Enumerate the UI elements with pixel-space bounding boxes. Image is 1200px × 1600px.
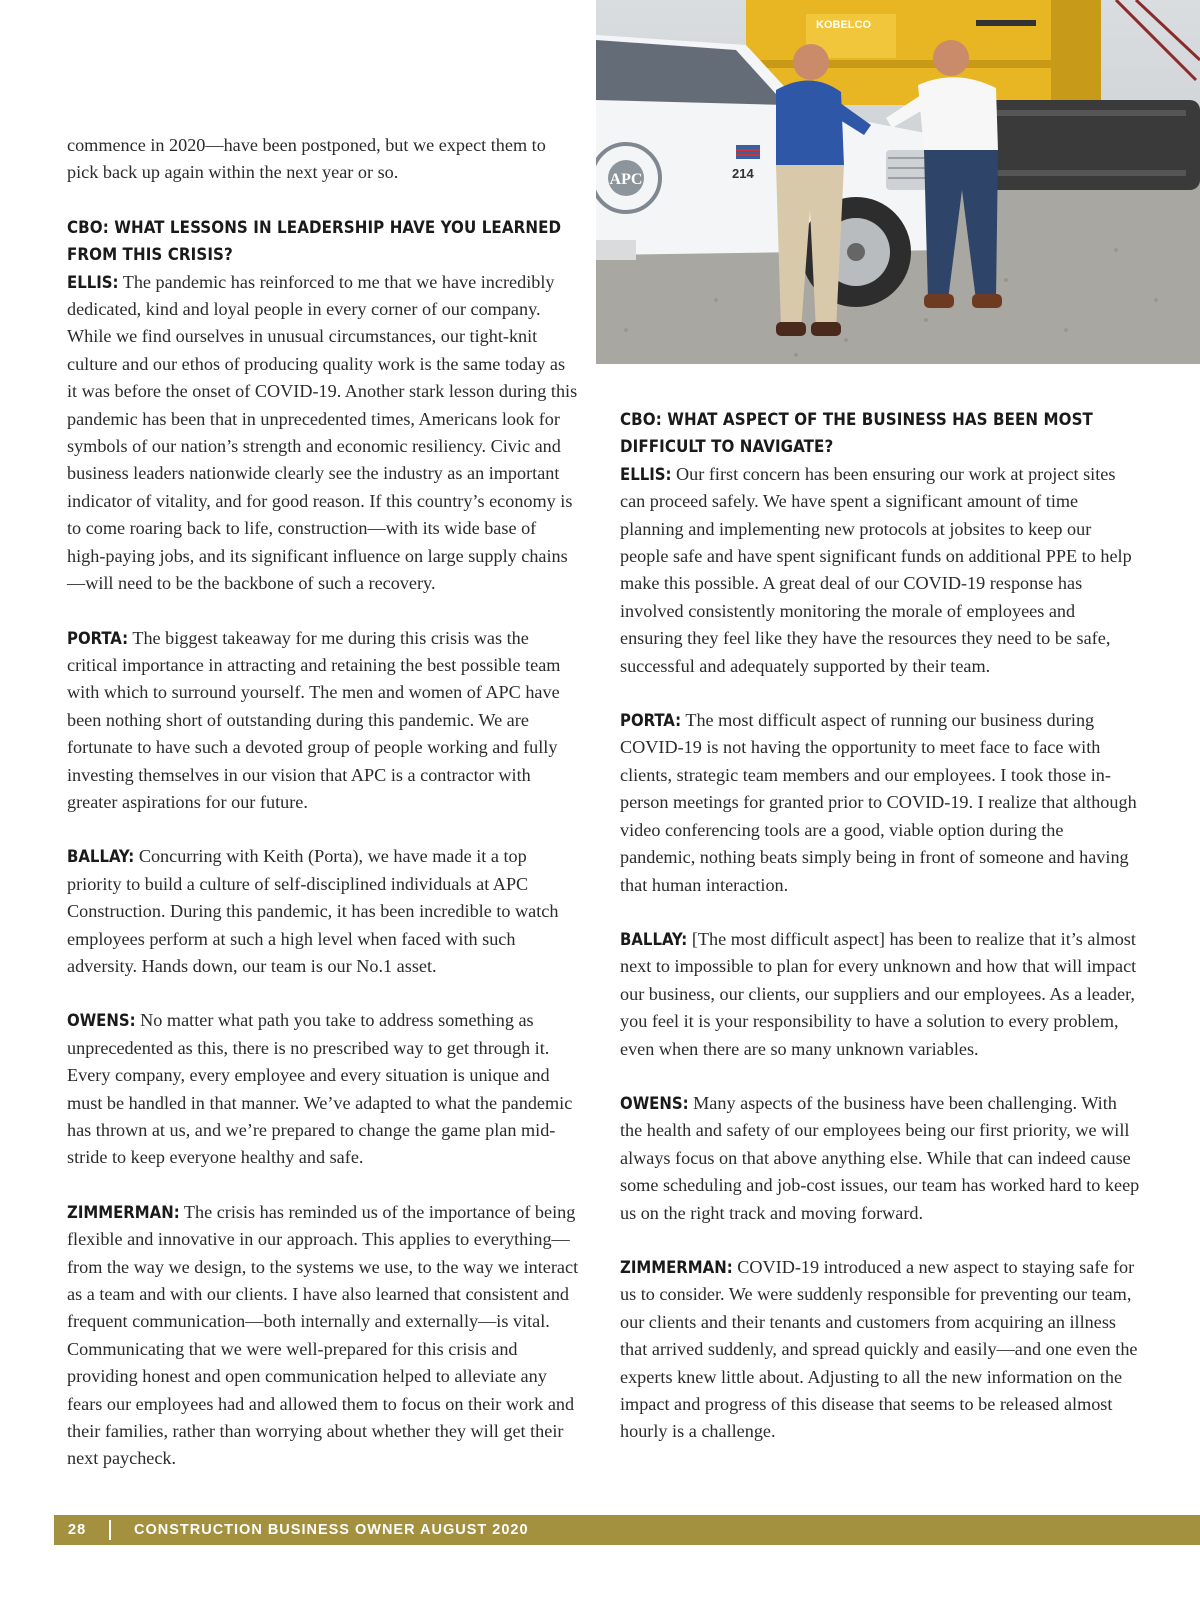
intro-paragraph: commence in 2020—have been postponed, but we expect them to pick back up again within the next year or so.	[67, 135, 546, 183]
answer-text: Concurring with Keith (Porta), we have made it a top priority to build a culture of self-disciplined individuals at APC Construction. During this pandemic, it has been incredible to watch employees perform at such a high level when faced with such adversity. Hands down, our team is our No.1 asset.	[67, 846, 559, 976]
question-heading: CBO: WHAT LESSONS IN LEADERSHIP HAVE YOU LEARNED FROM THIS CRISIS?	[67, 216, 562, 265]
article-photo	[596, 0, 1200, 364]
answer-ballay	[620, 926, 1140, 1063]
page-number: 28	[68, 1522, 87, 1538]
answer-text: No matter what path you take to address something as unprecedented as this, there is no prescribed way to get through it. Every company, every employee and every situation is unique and must be handled in that manner. We’ve adapted to what the pandemic has thrown at us, and we’re prepared to change the game plan mid-stride to keep everyone healthy and safe.	[67, 1010, 573, 1168]
answer-owens	[67, 1007, 579, 1171]
article-column-left	[67, 132, 579, 1473]
answer-porta	[620, 707, 1140, 899]
truck-number: 214	[732, 166, 754, 181]
speaker-name: OWENS:	[67, 1011, 136, 1031]
answer-zimmerman	[620, 1254, 1140, 1446]
answer-text: [The most difficult aspect] has been to realize that it’s almost next to impossible to plan for every unknown and how that will impact our business, our clients, our suppliers and our employees. As a leader, you feel it is your responsibility to have a solution to every problem, even when there are so many unknown variables.	[620, 928, 1137, 1059]
speaker-name: ZIMMERMAN:	[67, 1202, 180, 1222]
answer-ballay	[67, 843, 579, 980]
footer-divider	[109, 1520, 111, 1540]
answer-ellis	[67, 269, 579, 598]
speaker-name: ELLIS:	[620, 464, 672, 484]
speaker-name: OWENS:	[620, 1093, 689, 1113]
answer-owens	[620, 1090, 1140, 1227]
crane-brand: KOBELCO	[816, 19, 871, 31]
magazine-title: CONSTRUCTION BUSINESS OWNER AUGUST 2020	[134, 1522, 529, 1538]
question-heading: CBO: WHAT ASPECT OF THE BUSINESS HAS BEEN MOST DIFFICULT TO NAVIGATE?	[620, 409, 1093, 457]
logo-text: APC	[609, 171, 643, 188]
speaker-name: BALLAY:	[67, 847, 135, 867]
answer-zimmerman	[67, 1199, 579, 1473]
answer-text: COVID-19 introduced a new aspect to staying safe for us to consider. We were suddenly responsible for preventing our team, our clients and their tenants and customers from acquiring an illness that arrived suddenly, and spread quickly and easily—and one even the experts knew little about. Adjusting to all the new information on the impact and progress of this disease that seems to be released almost hourly is a challenge.	[620, 1256, 1138, 1442]
answer-text: Our first concern has been ensuring our work at project sites can proceed safely. We have spent a significant amount of time planning and implementing new protocols at jobsites to keep our people safe and have spent significant funds on additional PPE to help make this possible. A great deal of our COVID-19 response has involved consistently monitoring the morale of employees and ensuring they feel like they have the resources they need to be safe, successful and adequately supported by their team.	[620, 463, 1132, 676]
answer-text: The most difficult aspect of running our business during COVID-19 is not having the opportunity to meet face to face with clients, strategic team members and our employees. I took those in-person meetings for granted prior to COVID-19. I realize that although video conferencing tools are a good, viable option during the pandemic, nothing beats simply being in front of someone and having that human interaction.	[620, 710, 1137, 895]
answer-text: The pandemic has reinforced to me that we have incredibly dedicated, kind and loyal people in every corner of our company. While we find ourselves in unusual circumstances, our tight-knit culture and our ethos of producing quality work is the same today as it was before the onset of COVID-19. Another stark lesson during this pandemic has been that in unprecedented times, Americans look for symbols of our nation’s strength and economic resiliency. Civic and business leaders nationwide clearly see the industry as an important indicator of vitality, and for good reason. If this country’s economy is to come roaring back to life, construction—with its wide base of high-paying jobs, and its significant influence on large supply chains—will need to be the backbone of such a recovery.	[67, 271, 578, 594]
speaker-name: ELLIS:	[67, 272, 119, 292]
flag-decal	[736, 145, 760, 159]
speaker-name: ZIMMERMAN:	[620, 1257, 733, 1277]
answer-text: The crisis has reminded us of the importance of being flexible and innovative in our approach. This applies to everything—from the way we design, to the systems we use, to the way we interact as a team and with our clients. I have also learned that consistent and frequent communication—both internally and externally—is vital. Communicating that we were well-prepared for this crisis and providing honest and open communication helped to alleviate any fears our employees had and allowed them to focus on their work and their families, rather than worrying about whether they will get their next paycheck.	[67, 1201, 579, 1469]
page-footer	[54, 1515, 1200, 1545]
answer-text: Many aspects of the business have been challenging. With the health and safety of our employees being our first priority, we will always focus on that above anything else. While that can indeed cause some scheduling and job-cost issues, our team has worked hard to keep us on the right track and moving forward.	[620, 1092, 1140, 1223]
speaker-name: PORTA:	[67, 628, 129, 648]
speaker-name: PORTA:	[620, 711, 682, 731]
answer-porta	[67, 625, 579, 817]
photo-illustration	[596, 0, 1200, 364]
answer-ellis	[620, 461, 1140, 680]
article-column-right	[620, 406, 1140, 1446]
answer-text: The biggest takeaway for me during this crisis was the critical importance in attracting and retaining the best possible team with which to surround yourself. The men and women of APC have been nothing short of outstanding during this pandemic. We are fortunate to have such a devoted group of people working and fully investing themselves in our vision that APC is a contractor with greater aspirations for our future.	[67, 627, 561, 812]
speaker-name: BALLAY:	[620, 929, 688, 949]
